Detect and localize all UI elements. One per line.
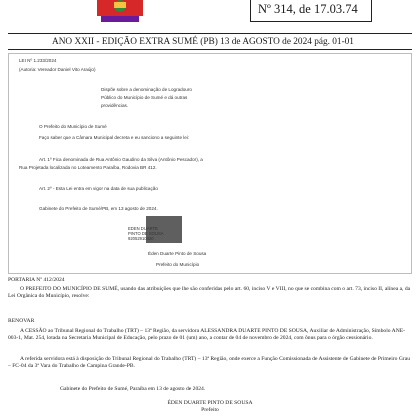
- stamp-text-line: EDEN DUARTE: [128, 226, 158, 231]
- header-rule-bottom: [8, 49, 412, 50]
- portaria-action: RENOVAR: [8, 318, 35, 324]
- municipal-logo-icon: [97, 0, 143, 22]
- lei-ementa-line: Dispõe sobre a denominação de Logradouro: [101, 87, 192, 92]
- lei-ementa-line: Público do Município de Sumé e dá outras: [101, 95, 188, 100]
- lei-number: LEI Nº 1.233/2024: [19, 58, 57, 63]
- portaria-number: PORTARIA Nº 412/2024: [8, 277, 65, 283]
- stamp-text-line: 92052910420: [128, 236, 154, 241]
- lei-ementa-line: providências.: [101, 103, 129, 108]
- lei-art2: Art. 2º - Esta Lei entra em vigor na data de sua publicação: [39, 186, 158, 191]
- portaria-paragraph: A referida servidora está à disposição do Tribunal Regional do Trabalho (TRT) – 13ª Região, onde exerce a Função Comissionada de Assistente de Gabinete de Primeiro Grau – FC-04 da 3ª Vara do Trabalho de Campina Grande-PB.: [8, 356, 411, 369]
- portaria-paragraph: A CESSÃO ao Tribunal Regional do Trabalho (TRT) – 13ª Região, da servidora ALESSANDRA DUARTE PINTO DE SOUSA, Auxiliar de Administração, Símbolo ANE-003-1, Mat. 254, lotada na Secretaria Municipal de Educação, pelo prazo de 01 (um) ano, a contar de 04 de novembro de 2024, com ônus para o órgão cessionário.: [8, 328, 406, 341]
- lei-art1-line: Rua Projetada localizada no Loteamento Paraíba, Rodovia BR 412.: [19, 165, 157, 170]
- stamp-text-line: PINTO DE SOUSA: [128, 231, 164, 236]
- lei-closing: Gabinete do Prefeito de Sumé/PB, em 13 agosto de 2024.: [39, 206, 158, 211]
- lei-greeting: O Prefeito do Município de Sumé: [39, 124, 107, 129]
- portaria-closing: Gabinete do Prefeito de Sumé, Paraíba em 13 de agosto de 2024.: [60, 386, 206, 392]
- lei-signer: Éden Duarte Pinto de Sousa: [148, 251, 207, 256]
- portaria-signer: ÉDEN DUARTE PINTO DE SOUSA: [167, 400, 253, 406]
- lei-author: (Autoria: Vereador Daniel Vito Araújo): [19, 67, 96, 72]
- law-reference-box: Nº 314, de 17.03.74: [250, 0, 372, 22]
- portaria-signer-role: Prefeito: [201, 407, 219, 413]
- lei-document: [8, 53, 412, 274]
- lei-art1-line: Art. 1º Fica denominada de Rua Antônio Gaudino da Silva (Antônio Pescador), a: [39, 157, 203, 162]
- edition-line: ANO XXII - EDIÇÃO EXTRA SUMÉ (PB) 13 de AGOSTO de 2024 pág. 01-01: [52, 37, 354, 47]
- lei-intro: Faço saber que a Câmara Municipal decreta e eu sanciono a seguinte lei:: [39, 135, 190, 140]
- header-rule-top: [8, 33, 412, 34]
- portaria-intro: O PREFEITO DO MUNICÍPIO DE SUMÉ, usando das atribuições que lhe são conferidas pelo art. 60, inciso V e VIII, no que se combina com o art. 73, inciso II, alínea a, da Lei Orgânica do Município, resolve:: [8, 286, 411, 299]
- lei-signer-role: Prefeito do Município: [156, 262, 200, 267]
